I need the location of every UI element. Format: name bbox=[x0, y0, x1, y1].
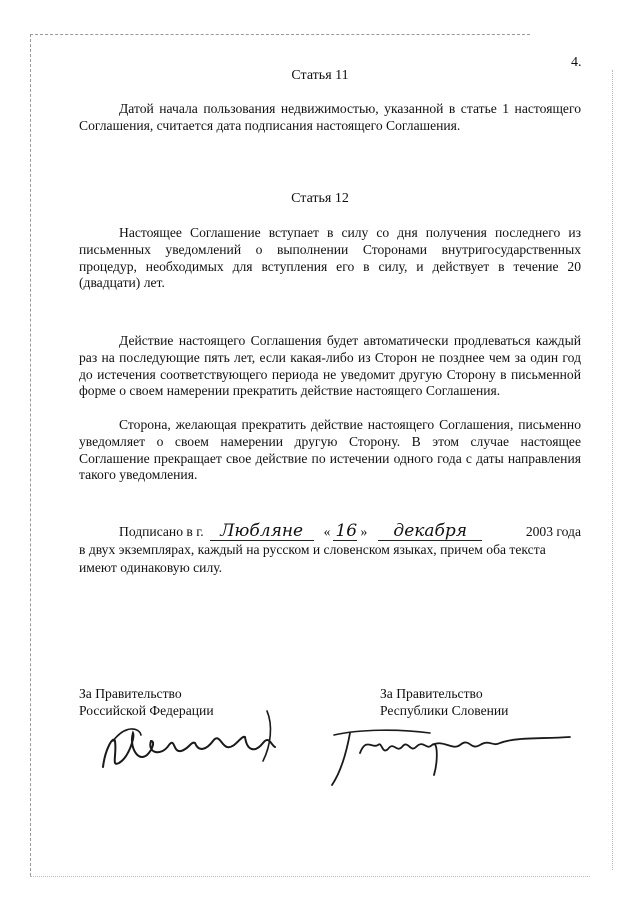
article-11-heading: Статья 11 bbox=[291, 68, 349, 83]
signatory-russia-line1: За Правительство bbox=[79, 686, 182, 701]
article-11-paragraph: Датой начала пользования недвижимостью, указанной в статье 1 настоящего Соглашения, считается дата подписания настоящего Соглашения. bbox=[79, 101, 581, 133]
signatory-russia-line2: Российской Федерации bbox=[79, 703, 214, 718]
signature-slovenia bbox=[320, 715, 590, 790]
page-number: 4. bbox=[571, 55, 582, 70]
article-12-heading: Статья 12 bbox=[291, 191, 349, 206]
signature-russia bbox=[95, 705, 295, 780]
signing-year: 2003 года bbox=[525, 524, 581, 539]
signing-day-handwritten: 16 bbox=[335, 521, 358, 541]
scan-bottom-edge bbox=[30, 876, 590, 877]
quote-close: » bbox=[360, 524, 368, 539]
signing-prefix: Подписано в г. bbox=[119, 524, 204, 539]
article-12-paragraph-3: Сторона, желающая прекратить действие настоящего Соглашения, письменно уведомляет о своем намерении другую Сторону. В этом случае настоящее Соглашение прекращает свое действие по истечении одного года с даты направления такого уведомления. bbox=[79, 417, 581, 483]
signatory-slovenia bbox=[380, 685, 508, 719]
quote-open: « bbox=[323, 524, 331, 539]
signing-month-handwritten: декабря bbox=[378, 523, 482, 541]
signing-rest: в двух экземплярах, каждый на русском и словенском языках, причем оба текста имеют одинаковую силу. bbox=[79, 542, 546, 575]
scan-left-edge bbox=[30, 34, 31, 876]
scan-top-edge bbox=[30, 34, 530, 35]
article-12-paragraph-2: Действие настоящего Соглашения будет автоматически продлеваться каждый раз на последующие пять лет, если какая-либо из Сторон не позднее чем за один год до истечения соответствующего периода не уведомит другую Сторону в письменной форме о своем намерении прекратить действие настоящего Соглашения. bbox=[79, 333, 581, 399]
signatory-slovenia-line2: Республики Словении bbox=[380, 703, 509, 718]
scan-right-edge bbox=[612, 70, 613, 870]
signing-city-handwritten: Любляне bbox=[210, 523, 314, 541]
signing-statement bbox=[79, 523, 581, 577]
signatory-slovenia-line1: За Правительство bbox=[380, 686, 483, 701]
article-12-paragraph-1: Настоящее Соглашение вступает в силу со дня получения последнего из письменных уведомлений о выполнении Сторонами внутригосударственных процедур, необходимых для вступления его в силу, и действует в течение 20 (двадцати) лет. bbox=[79, 225, 581, 291]
